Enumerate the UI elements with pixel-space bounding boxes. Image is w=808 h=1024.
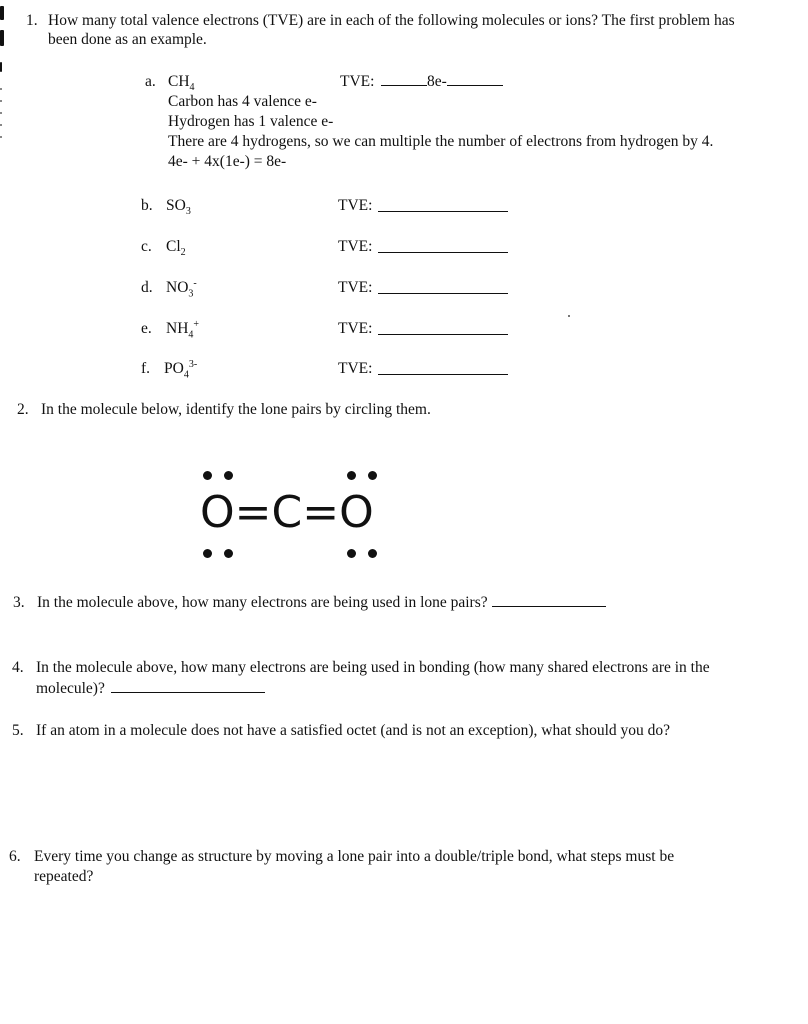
part-f-answer-line[interactable] — [378, 361, 508, 380]
oxygen-atom-right: O — [339, 487, 374, 538]
question-number: 1. — [26, 12, 38, 29]
lewis-structure-co2[interactable] — [196, 462, 392, 564]
lone-pair-dot[interactable] — [203, 471, 212, 480]
lone-pair-dot[interactable] — [368, 471, 377, 480]
question-1-text-line1: How many total valence electrons (TVE) are in each of the following molecules or ions? The first problem has — [48, 12, 735, 29]
double-bond-right: = — [302, 487, 340, 538]
lone-pair-dot[interactable] — [224, 471, 233, 480]
answer-line[interactable] — [111, 680, 265, 693]
part-a-tve-answer: 8e- — [381, 72, 503, 91]
part-a-letter: a. — [145, 73, 156, 90]
question-5-number: 5. — [12, 722, 24, 739]
scan-edge-dot — [0, 100, 2, 102]
scan-edge-mark — [0, 6, 4, 20]
part-e-answer-line[interactable] — [378, 321, 508, 340]
question-2-text: In the molecule below, identify the lone pairs by circling them. — [41, 401, 431, 418]
part-c-answer-line[interactable] — [378, 239, 508, 258]
question-3-text: In the molecule above, how many electrons are being used in lone pairs? — [37, 593, 606, 612]
scan-edge-dot — [0, 136, 2, 138]
oxygen-atom-left: O — [200, 487, 235, 538]
question-4-text-line2: molecule)? — [36, 679, 265, 698]
scan-edge-dot — [0, 112, 2, 114]
part-c-formula: $Cl_2$ — [166, 238, 186, 259]
question-1 — [26, 11, 38, 30]
lone-pair-dot[interactable] — [347, 549, 356, 558]
question-3-number: 3. — [13, 594, 25, 611]
part-c-tve-label: TVE: — [338, 238, 373, 255]
molecule-formula — [200, 488, 374, 538]
question-6-text-line2: repeated? — [34, 868, 94, 885]
part-e-formula: $NH_4^+$ — [166, 319, 200, 341]
part-f-letter: f. — [141, 360, 151, 377]
answer-line — [381, 73, 427, 86]
lone-pair-dot[interactable] — [203, 549, 212, 558]
part-b-formula: $SO_3$ — [166, 197, 191, 218]
part-a-explanation-2: Hydrogen has 1 valence e- — [168, 113, 334, 130]
scan-edge-mark — [0, 62, 2, 72]
question-2-number: 2. — [17, 401, 29, 418]
scan-edge-dot — [0, 124, 2, 126]
question-6-text-line1: Every time you change as structure by moving a lone pair into a double/triple bond, what steps must be — [34, 848, 675, 865]
question-4-number: 4. — [12, 659, 24, 676]
part-d-letter: d. — [141, 279, 153, 296]
part-e-tve-label: TVE: — [338, 320, 373, 337]
part-b-answer-line[interactable] — [378, 198, 508, 217]
carbon-atom: C — [271, 487, 303, 538]
question-1-text-line2: been done as an example. — [48, 31, 207, 48]
question-4-text-line1: In the molecule above, how many electrons are being used in bonding (how many shared electrons are in the — [36, 659, 710, 676]
answer-line[interactable] — [492, 594, 606, 607]
scan-speck — [568, 315, 570, 317]
part-b-tve-label: TVE: — [338, 197, 373, 214]
part-d-answer-line[interactable] — [378, 280, 508, 299]
scan-edge-mark — [0, 30, 4, 46]
part-c-letter: c. — [141, 238, 152, 255]
part-f-formula: $PO_4^{3-}$ — [164, 359, 198, 381]
question-5-answer-area[interactable] — [36, 746, 776, 836]
part-a-explanation-4: 4e- + 4x(1e-) = 8e- — [168, 153, 287, 170]
part-e-letter: e. — [141, 320, 152, 337]
part-d-formula: $NO_3^-$ — [166, 278, 197, 300]
part-a-explanation-3: There are 4 hydrogens, so we can multiple the number of electrons from hydrogen by 4. — [168, 133, 714, 150]
question-6-answer-area[interactable] — [34, 892, 774, 1002]
part-a-formula: $CH_4$ — [168, 73, 195, 94]
lone-pair-dot[interactable] — [368, 549, 377, 558]
lone-pair-dot[interactable] — [224, 549, 233, 558]
part-a-explanation-1: Carbon has 4 valence e- — [168, 93, 317, 110]
part-d-tve-label: TVE: — [338, 279, 373, 296]
part-f-tve-label: TVE: — [338, 360, 373, 377]
part-b-letter: b. — [141, 197, 153, 214]
double-bond-left: = — [234, 487, 272, 538]
question-6-number: 6. — [9, 848, 21, 865]
scan-edge-dot — [0, 88, 2, 90]
answer-line — [447, 73, 503, 86]
lone-pair-dot[interactable] — [347, 471, 356, 480]
question-5-text: If an atom in a molecule does not have a satisfied octet (and is not an exception), what should you do? — [36, 722, 671, 739]
part-a-tve-label: TVE: — [340, 73, 375, 90]
